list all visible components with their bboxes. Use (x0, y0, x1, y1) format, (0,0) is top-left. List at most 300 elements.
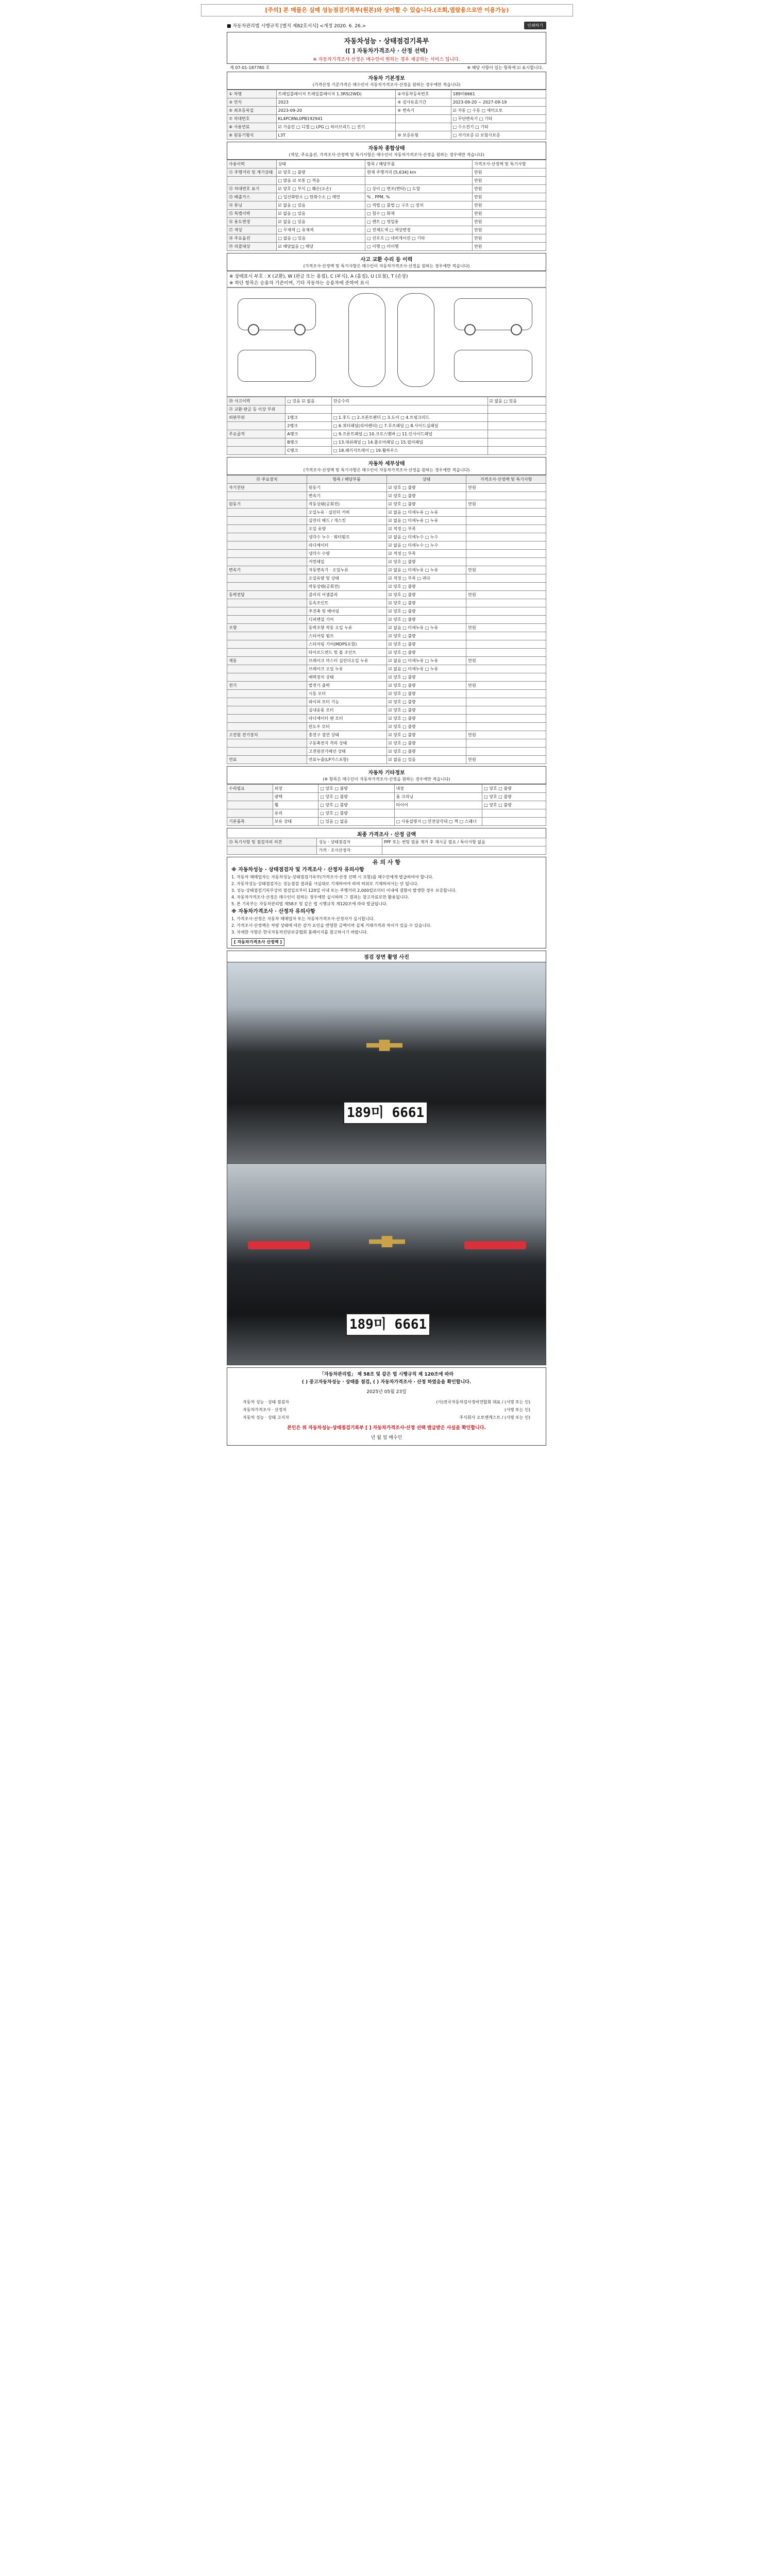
table-cell: □ 양호 □ 불량 (318, 793, 394, 801)
table-cell: □ 양호 □ 불량 (482, 793, 546, 801)
table-cell (466, 690, 546, 698)
table-cell: 작동상태(공회전) (307, 500, 386, 509)
table-cell: 연료 (227, 756, 307, 764)
table-cell: □ 양호 □ 불량 (482, 801, 546, 809)
table-cell (227, 599, 307, 607)
table-cell: 구동축전지 격리 상태 (307, 739, 386, 748)
table-cell: 발전기 출력 (307, 682, 386, 690)
table-cell: 2023-09-20 ~ 2027-09-19 (451, 98, 546, 107)
table-cell (482, 818, 546, 826)
table-cell: ☑ 양호 □ 불량 (386, 607, 466, 616)
table-row (227, 682, 546, 690)
table-cell: 트레일블레이저 트레일블레이저 1.3RS(2WD) (276, 90, 396, 98)
table-cell: PPF 또는 썬팅 필름 제거 후 재시공 필요 / 특이사항 없음 (382, 838, 546, 846)
table-cell: ㉑ 교환·판금 등 이상 부위 (227, 405, 285, 414)
table-cell: A랭크 (285, 430, 332, 438)
table-cell: ☑ 가솔린 □ 디젤 □ LPG □ 하이브리드 □ 전기 (276, 123, 396, 131)
table-row (227, 723, 546, 731)
table-cell: 자기진단 (227, 484, 307, 492)
table-cell: ☑ 없음 □ 있음 (276, 201, 365, 210)
table-cell: 변속기 (307, 492, 386, 500)
options-table (227, 784, 546, 826)
table-cell: 1랭크 (285, 414, 332, 422)
table-cell: ☑ 없음 □ 있음 (276, 218, 365, 226)
table-row (227, 541, 546, 550)
basic-info-table (227, 90, 546, 140)
table-cell: 전기 (227, 682, 307, 690)
table-cell (227, 723, 307, 731)
table-cell (227, 715, 307, 723)
table-row (227, 698, 546, 706)
table-row (227, 673, 546, 682)
photos-title: 점검 장면 촬영 사진 (227, 951, 546, 962)
price-label: [ 자동차가격조사 산정액 ] (231, 938, 284, 946)
table-cell: ☑ 양호 □ 불량 (386, 682, 466, 690)
table-cell: ☑ 없음 □ 미세누유 □ 누유 (386, 517, 466, 525)
table-row (227, 168, 546, 177)
wheel-icon (511, 324, 522, 335)
table-cell: 가격조사·산정액 및 특기사항 (473, 160, 546, 168)
table-cell (466, 723, 546, 731)
table-cell (466, 525, 546, 533)
table-row (227, 566, 546, 574)
accident-table (227, 397, 546, 455)
table-cell (488, 430, 546, 438)
tail-light-left (248, 1241, 310, 1249)
table-cell: 냉각수 누수 · 워터펌프 (307, 533, 386, 541)
table-cell (466, 698, 546, 706)
table-cell: ☑ 양호 □ 불량 (386, 640, 466, 649)
table-cell: 실내송풍 모터 (307, 706, 386, 715)
table-cell (227, 632, 307, 640)
table-cell: ③ 연식 (227, 98, 277, 107)
note-paragraph: 3. 성능·상태점검기록부상의 점검일로부터 120일 이내 또는 주행거리 2,000킬로미터 이내에 결함이 발생한 경우 보증합니다. (231, 888, 457, 893)
table-cell: 항목 / 해당부품 (307, 476, 386, 484)
car-underside-diagram (397, 293, 434, 387)
signature-row (232, 1414, 541, 1421)
table-cell (466, 665, 546, 673)
table-cell: ☑ 양호 □ 불량 (386, 649, 466, 657)
table-cell: ① 차명 (227, 90, 277, 98)
table-cell: ⑱ 주요옵션 (227, 234, 277, 243)
table-cell (488, 422, 546, 430)
table-cell (466, 640, 546, 649)
document-number: 제 07-01-187780 호 (230, 65, 270, 70)
options-section-title: 자동차 기타정보 (227, 766, 546, 776)
table-row (227, 484, 546, 492)
notes-section (227, 857, 546, 948)
table-cell: C랭크 (285, 447, 332, 455)
signature-text: 자동차 성능 · 상태 고지자 (243, 1415, 289, 1420)
table-cell (227, 706, 307, 715)
table-cell: ☑ 없음 □ 미세누유 □ 누유 (386, 665, 466, 673)
table-cell: ⑲ 리콜대상 (227, 243, 277, 251)
table-cell: □ 9.프론트패널 □ 10.크로스멤버 □ 11.인사이드패널 (331, 430, 488, 438)
table-row (227, 624, 546, 632)
status-section-sub: (색상, 주요옵션, 가격조사·산정액 및 특기사항은 매수인이 자동차가격조사·산정을 원하는 경우에만 적습니다) (227, 151, 546, 160)
table-cell: ☑ 없음 □ 미세누수 □ 누수 (386, 541, 466, 550)
legend-line2: ※ 하단 항목은 승용차 기준이며, 기타 자동차는 승용차에 준하여 표시 (229, 281, 369, 286)
table-cell (227, 698, 307, 706)
table-cell: 휠 (273, 801, 318, 809)
table-cell (227, 517, 307, 525)
table-cell (227, 607, 307, 616)
table-cell: 등속조인트 (307, 599, 386, 607)
table-cell (466, 509, 546, 517)
table-row (227, 657, 546, 665)
note-paragraph: 4. 자동차가격조사·산정은 매수인이 원하는 경우에만 실시하며 그 결과는 참고자료로만 활용됩니다. (231, 895, 409, 900)
table-cell: ⑨ 원동기형식 (227, 131, 277, 140)
table-cell (227, 541, 307, 550)
warning-notice: [주의] 본 매물은 실매 성능점검기록부(원본)와 상이할 수 있습니다.(조회,열람용으로만 이용가능) (201, 4, 573, 16)
table-cell: ⑤ 최초등록일 (227, 107, 277, 115)
table-cell: □ 사용설명서 □ 안전삼각대 □ 잭 □ 스패너 (394, 818, 482, 826)
table-cell: □ 양호 □ 불량 (318, 785, 394, 793)
vehicle-diagram (227, 287, 546, 397)
table-cell: 유리 (273, 809, 318, 818)
table-cell: 브레이크 오일 누유 (307, 665, 386, 673)
table-row (227, 243, 546, 251)
table-cell: 상태 (276, 160, 365, 168)
table-row (227, 748, 546, 756)
table-row (227, 447, 546, 455)
table-cell: 작동상태(공회전) (307, 583, 386, 591)
table-cell: ⑫ 차대번호 표기 (227, 185, 277, 193)
table-cell: ⑬ 배출가스 (227, 193, 277, 201)
table-cell: 클러치 어셈블리 (307, 591, 386, 599)
brand-logo (369, 1236, 405, 1247)
table-cell: ☑ 양호 □ 불량 (386, 484, 466, 492)
table-cell: □ 없음 □ 있음 (276, 234, 365, 243)
table-cell: 추진축 및 베어링 (307, 607, 386, 616)
signature-text: (서명 또는 인) (505, 1408, 530, 1412)
basic-section-sub: (가격산정 기준가격은 매수인이 자동차가격조사·산정을 원하는 경우에만 적습니다) (227, 81, 546, 90)
document-title (227, 32, 546, 64)
header-meta (227, 64, 546, 72)
accident-section-title: 사고 교환 수리 등 이력 (227, 253, 546, 263)
table-cell: 원동기 (227, 500, 307, 509)
table-row (227, 558, 546, 566)
table-row (227, 218, 546, 226)
table-row (227, 550, 546, 558)
table-cell: 자동변속기 · 오일누유 (307, 566, 386, 574)
table-cell: 성능 · 상태점검자 (317, 838, 382, 846)
table-cell (227, 665, 307, 673)
table-cell: ☑ 없음 □ 미세누유 □ 누유 (386, 624, 466, 632)
table-cell: ☑ 적정 □ 부족 □ 과다 (386, 574, 466, 583)
print-button[interactable]: 인쇄하기 (524, 22, 546, 29)
table-cell: □ 1.후드 □ 2.프론트펜더 □ 3.도어 □ 4.트렁크리드 (331, 414, 488, 422)
table-cell: ☑ 없음 □ 있음 (276, 210, 365, 218)
table-cell: 커먼레일 (307, 558, 386, 566)
table-cell: 내장 (394, 785, 482, 793)
table-cell: 동력전달 (227, 591, 307, 599)
note-paragraph: 1. 가격조사·산정은 자동차 매매업자 또는 자동차가격조사·산정자가 실시합니다. (231, 917, 375, 921)
table-cell: ☑ 양호 □ 불량 (276, 168, 365, 177)
title-line3: ※ 자동차가격조사·산정은 매수인이 원하는 경우 제공하는 서비스 입니다. (313, 57, 460, 62)
table-cell (466, 517, 546, 525)
form-reference: ■ 자동차관리법 시행규칙 [별지 제82호서식] <개정 2020. 6. 26.> (227, 23, 366, 29)
table-cell: 만원 (473, 185, 546, 193)
table-cell (396, 123, 451, 131)
car-front-diagram (238, 350, 316, 382)
table-cell (466, 616, 546, 624)
status-table (227, 160, 546, 251)
table-cell: 타이어 (394, 801, 482, 809)
table-cell: □ 양호 □ 불량 (318, 801, 394, 809)
table-cell (227, 649, 307, 657)
table-cell: ⑧ 사용연료 (227, 123, 277, 131)
table-cell: 오일 유량 (307, 525, 386, 533)
table-cell (488, 405, 546, 414)
table-cell: ☑ 양호 □ 부식 □ 훼손(오손) (276, 185, 365, 193)
table-cell (227, 801, 273, 809)
table-cell: 실린더 헤드 / 개스킷 (307, 517, 386, 525)
table-cell: 고전원전기배선 상태 (307, 748, 386, 756)
table-cell (466, 739, 546, 748)
table-cell (227, 550, 307, 558)
table-cell: 만원 (473, 201, 546, 210)
signature-text: (사)전국자동차검사정비연합회 대표 / (서명 또는 인) (436, 1400, 530, 1404)
table-cell: 라디에이터 팬 모터 (307, 715, 386, 723)
table-cell (227, 583, 307, 591)
table-cell: □ 렌트 □ 영업용 (365, 218, 473, 226)
table-cell (466, 541, 546, 550)
table-cell: 스티어링 펌프 (307, 632, 386, 640)
table-cell: 연료누출(LP가스포함) (307, 756, 386, 764)
table-cell: □ 일산화탄소 □ 탄화수소 □ 매연 (276, 193, 365, 201)
table-cell: ⑪ 주행거리 및 계기상태 (227, 168, 277, 177)
table-cell (227, 690, 307, 698)
issue-date: 2025년 05월 23일 (366, 1389, 407, 1395)
table-cell: 수리필요 (227, 785, 273, 793)
table-cell: 단순수리 (331, 397, 488, 405)
brand-logo (366, 1040, 402, 1051)
table-cell (488, 447, 546, 455)
table-row (227, 616, 546, 624)
notes-heading-1: ※ 자동차성능 · 상태점검자 및 가격조사 · 산정자 유의사항 (231, 867, 364, 873)
detail-section-title: 자동차 세부상태 (227, 457, 546, 467)
table-cell: □ 있음 ☑ 없음 (285, 397, 332, 405)
table-cell: ⑰ 색상 (227, 226, 277, 234)
table-row (227, 414, 546, 422)
table-cell: 동력조향 작동 오일 누유 (307, 624, 386, 632)
table-cell: ☑ 양호 □ 불량 (386, 500, 466, 509)
table-cell: □ 전체도색 □ 색상변경 (365, 226, 473, 234)
table-cell (227, 533, 307, 541)
table-row (227, 193, 546, 201)
table-row (227, 438, 546, 447)
table-cell: ☑ 적정 □ 부족 (386, 525, 466, 533)
note-paragraph: 1. 자동차 매매업자는 자동차성능·상태점검기록부(가격조사·산정 선택 시 포함)를 매수인에게 발급하여야 합니다. (231, 875, 434, 879)
detail-section-sub: (가격조사·산정액 및 특기사항은 매수인이 자동차가격조사·산정을 원하는 경우에만 적습니다) (227, 467, 546, 475)
table-row (227, 397, 546, 405)
table-cell (227, 748, 307, 756)
table-cell (466, 574, 546, 583)
table-cell (285, 405, 332, 414)
table-cell: 만원 (473, 177, 546, 185)
car-rear-diagram (454, 350, 532, 382)
table-cell (466, 533, 546, 541)
table-row (227, 838, 546, 846)
table-cell: % , PPM, % (365, 193, 473, 201)
table-cell (466, 550, 546, 558)
table-cell: ☑ 해당없음 □ 해당 (276, 243, 365, 251)
table-cell: □ 양호 □ 불량 (482, 785, 546, 793)
table-cell: ④ 검사유효기간 (396, 98, 451, 107)
table-cell: 만원 (466, 731, 546, 739)
table-cell: 조향 (227, 624, 307, 632)
table-cell: 외판부위 (227, 414, 285, 422)
table-cell: ☑ 없음 □ 미세누유 □ 누유 (386, 509, 466, 517)
table-row (227, 756, 546, 764)
table-cell: ☑ 양호 □ 불량 (386, 632, 466, 640)
table-cell (466, 748, 546, 756)
title-line2: ([ ] 자동차가격조사 · 산정 선택) (345, 47, 428, 54)
table-row (227, 500, 546, 509)
table-cell: ☑ 양호 □ 불량 (386, 731, 466, 739)
table-cell: ☑ 없음 □ 미세누수 □ 누수 (386, 533, 466, 541)
table-row (227, 98, 546, 107)
table-cell: 항목 / 해당부품 (365, 160, 473, 168)
table-cell: □ 무채색 □ 유채색 (276, 226, 365, 234)
table-cell: 브레이크 마스터 실린더오일 누유 (307, 657, 386, 665)
table-cell: □ 자가보증 ☑ 보험사보증 (451, 131, 546, 140)
signature-row (232, 1398, 541, 1406)
table-cell: ⑩ 보증유형 (396, 131, 451, 140)
table-cell (482, 809, 546, 818)
table-cell: ⑭ 튜닝 (227, 201, 277, 210)
table-cell: 만원 (473, 226, 546, 234)
table-cell: ☑ 양호 □ 불량 (386, 723, 466, 731)
table-cell: ㉒ 주요장치 (227, 476, 307, 484)
table-cell (466, 583, 546, 591)
table-cell (227, 640, 307, 649)
table-row (227, 599, 546, 607)
table-cell: 만원 (466, 624, 546, 632)
accident-legend (227, 271, 546, 287)
car-top-diagram (348, 293, 385, 387)
table-cell: 만원 (473, 234, 546, 243)
table-row (227, 430, 546, 438)
table-cell: 윈도우 모터 (307, 723, 386, 731)
table-cell: ☑ 양호 □ 불량 (386, 739, 466, 748)
table-cell: 스티어링 기어(MDPS포함) (307, 640, 386, 649)
marking-guide: ※ 해당 사항이 있는 항목에 ☑ 표시합니다. (467, 65, 543, 70)
signature-text: 자동차가격조사 · 산정자 (243, 1408, 287, 1412)
signature-text: 자동차 성능 · 상태 점검자 (243, 1400, 289, 1404)
table-cell: ☑ 없음 □ 있음 (386, 756, 466, 764)
basic-section-title: 자동차 기본정보 (227, 72, 546, 81)
table-row (227, 185, 546, 193)
table-cell: 주요골격 (227, 430, 285, 438)
table-cell: ☑ 양호 □ 불량 (386, 673, 466, 682)
table-cell: 제동 (227, 657, 307, 665)
table-row (227, 801, 546, 809)
table-cell (227, 422, 285, 430)
table-cell (466, 632, 546, 640)
notes-heading-2: ※ 자동차가격조사 · 산정자 유의사항 (231, 909, 315, 914)
table-cell: 만원 (473, 168, 546, 177)
table-row (227, 640, 546, 649)
table-row (227, 107, 546, 115)
table-cell: ☑ 양호 □ 불량 (386, 558, 466, 566)
wheel-icon (248, 324, 259, 335)
table-cell: 만원 (473, 218, 546, 226)
price-section-title: 최종 가격조사 · 산정 금액 (227, 828, 546, 838)
table-cell: 기본품목 (227, 818, 273, 826)
table-cell (227, 739, 307, 748)
table-cell: ☑ 양호 □ 불량 (386, 748, 466, 756)
table-cell: ☑ 양호 □ 불량 (386, 690, 466, 698)
table-cell: 189미6661 (451, 90, 546, 98)
table-cell: 충전구 절연 상태 (307, 731, 386, 739)
table-cell (466, 558, 546, 566)
table-cell: ⑳ 사고이력 (227, 397, 285, 405)
table-cell: 변속기 (227, 566, 307, 574)
table-cell: 만원 (466, 500, 546, 509)
table-row (227, 509, 546, 517)
table-row (227, 226, 546, 234)
table-row (227, 731, 546, 739)
table-cell (227, 525, 307, 533)
legend-line1: ※ 상태표시 부호 : X (교환), W (판금 또는 용접), C (부식), A (흠집), U (요철), T (손상) (229, 274, 408, 279)
table-cell: 보유 상태 (273, 818, 318, 826)
table-cell (488, 438, 546, 447)
license-plate-front: 189미 6661 (343, 1101, 428, 1124)
tail-light-right (464, 1241, 526, 1249)
table-row (227, 234, 546, 243)
table-cell: 가격조사·산정액 및 특기사항 (466, 476, 546, 484)
table-cell: 오일유량 및 상태 (307, 574, 386, 583)
table-cell (227, 492, 307, 500)
table-cell: 현재 주행거리 [5,634] km (365, 168, 473, 177)
table-cell: 오일누유 · 실린더 커버 (307, 509, 386, 517)
certification-footer (227, 1367, 546, 1446)
table-row (227, 785, 546, 793)
table-row (227, 160, 546, 168)
table-row (227, 715, 546, 723)
table-cell (466, 673, 546, 682)
table-row (227, 90, 546, 98)
table-row (227, 809, 546, 818)
table-cell (394, 809, 482, 818)
table-cell (227, 447, 285, 455)
table-cell: ☑ 양호 □ 불량 (386, 599, 466, 607)
inspection-document (227, 21, 546, 1446)
table-cell (227, 846, 317, 855)
table-cell: □ 있음 □ 없음 (318, 818, 394, 826)
table-row (227, 649, 546, 657)
table-cell (382, 846, 546, 855)
table-cell: 2랭크 (285, 422, 332, 430)
table-row (227, 123, 546, 131)
table-cell (466, 715, 546, 723)
table-row (227, 210, 546, 218)
table-cell: ☑ 자동 □ 수동 □ 세미오토 (451, 107, 546, 115)
table-cell: ☑ 양호 □ 불량 (386, 715, 466, 723)
table-cell: ⑮ 특별이력 (227, 210, 277, 218)
table-row (227, 131, 546, 140)
table-cell: □ 무단변속기 □ 기타 (451, 115, 546, 123)
footer-line2: ( ) 중고자동차성능 · 상태를 점검, ( ) 자동차가격조사 · 산정 하였음을 확인합니다. (301, 1380, 472, 1385)
table-cell: 룸 크리닝 (394, 793, 482, 801)
table-cell: 배력장치 상태 (307, 673, 386, 682)
table-cell: □ 침수 □ 화재 (365, 210, 473, 218)
note-paragraph: 5. 본 기록부는 자동차관리법 제58조 및 같은 법 시행규칙 제120조에 따라 발급됩니다. (231, 902, 388, 906)
table-cell: 2023 (276, 98, 396, 107)
table-cell: 만원 (473, 210, 546, 218)
